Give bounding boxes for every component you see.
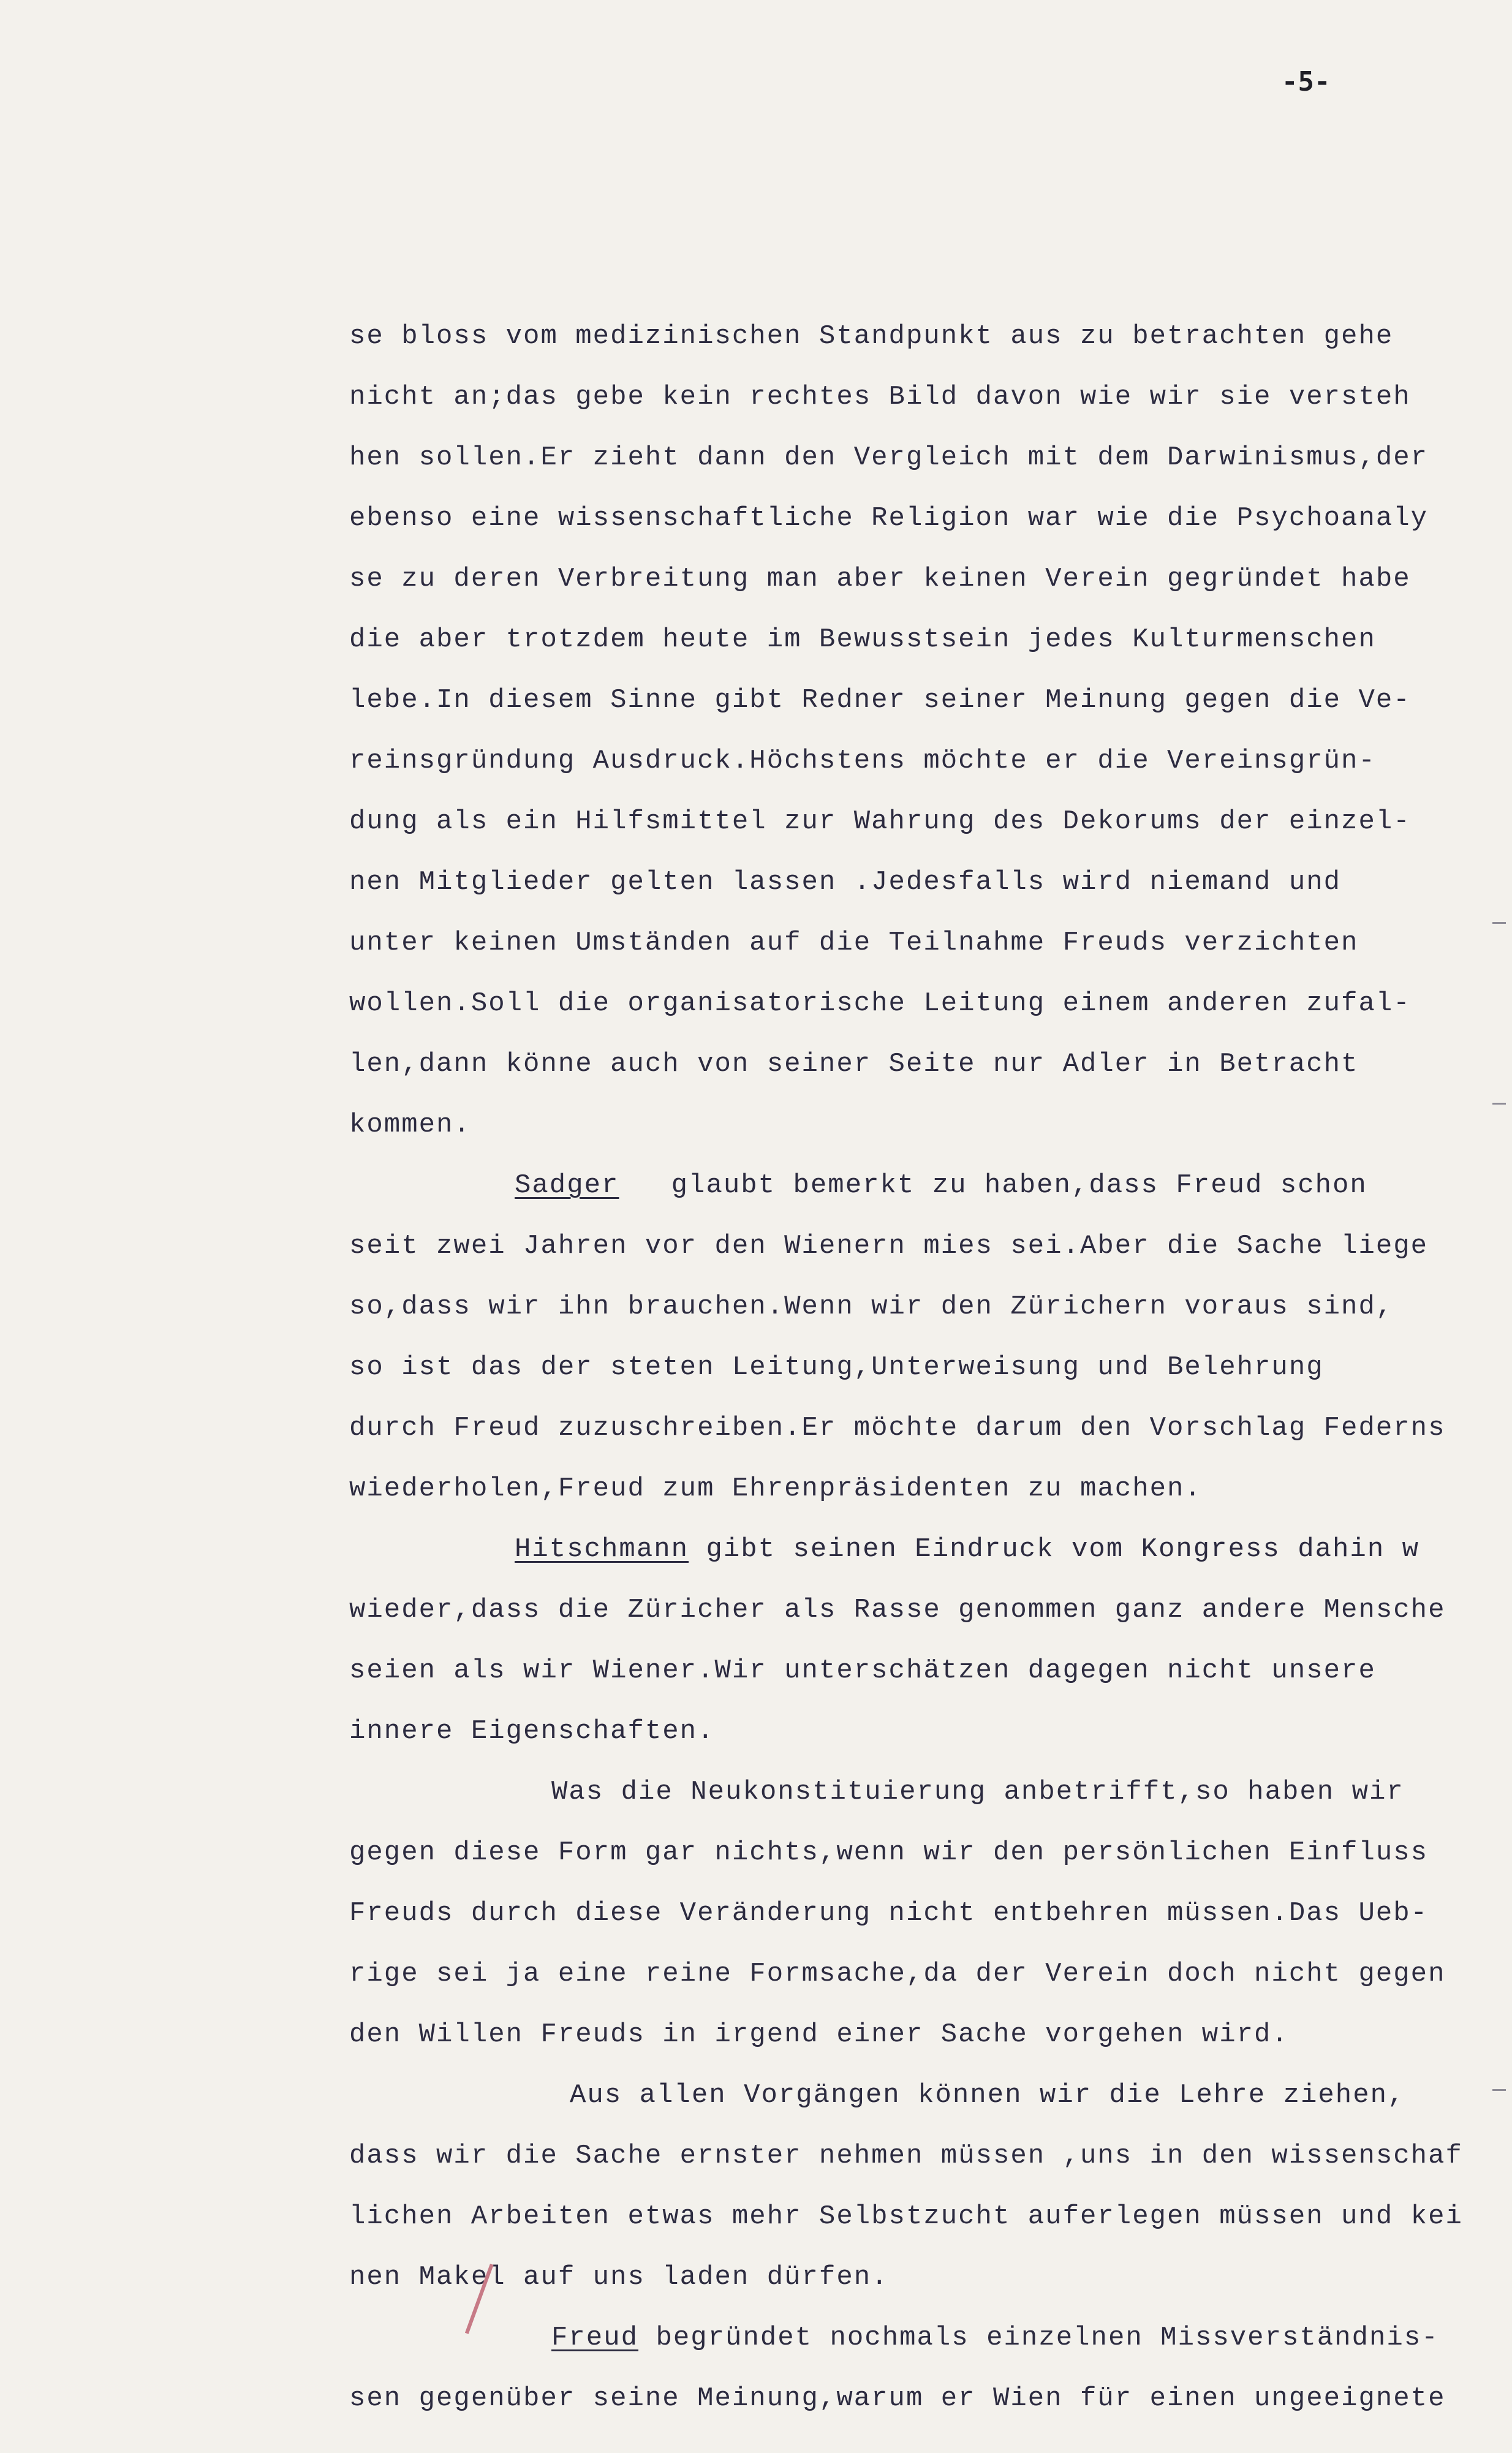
text-fragment: begründet nochmals einzelnen Missverständnis- (656, 2323, 1439, 2353)
text-line: lichen Arbeiten etwas mehr Selbstzucht auferlegen müssen und kei (349, 2201, 1463, 2232)
speaker-name: Freud (551, 2323, 639, 2353)
text-line: dass wir die Sache ernster nehmen müssen ,uns in den wissenschaf (349, 2141, 1463, 2171)
text-line: nicht an;das gebe kein rechtes Bild davon wie wir sie versteh (349, 382, 1411, 412)
text-line: rige sei ja eine reine Formsache,da der Verein doch nicht gegen (349, 1959, 1446, 1989)
text-line: den Willen Freuds in irgend einer Sache vorgehen wird. (349, 2019, 1289, 2050)
text-line: so,dass wir ihn brauchen.Wenn wir den Zürichern voraus sind, (349, 1291, 1394, 1322)
text-line: Aus allen Vorgängen können wir die Lehre ziehen, (570, 2080, 1405, 2111)
text-line: wieder,dass die Züricher als Rasse genommen ganz andere Mensche (349, 1595, 1446, 1625)
speaker-name: Sadger (515, 1170, 619, 1201)
text-line: se bloss vom medizinischen Standpunkt aus zu betrachten gehe (349, 321, 1394, 352)
text-line: sen gegenüber seine Meinung,warum er Wien für einen ungeeignete (349, 2383, 1446, 2414)
text-line: durch Freud zuzuschreiben.Er möchte darum den Vorschlag Federns (349, 1413, 1446, 1443)
text-line (349, 1155, 1507, 1216)
text-line: so ist das der steten Leitung,Unterweisung und Belehrung (349, 1352, 1324, 1383)
text-line: gegen diese Form gar nichts,wenn wir den persönlichen Einfluss (349, 1837, 1429, 1868)
text-line: seien als wir Wiener.Wir unterschätzen dagegen nicht unsere (349, 1655, 1376, 1686)
text-fragment: gibt seinen Eindruck vom Kongress dahin w (706, 1534, 1420, 1565)
text-line: Was die Neukonstituierung anbetrifft,so haben wir (551, 1777, 1404, 1807)
text-line: seit zwei Jahren vor den Wienern mies sei.Aber die Sache liege (349, 1231, 1429, 1261)
text-line (349, 1519, 1507, 1580)
text-line: nen Makel auf uns laden dürfen. (349, 2262, 889, 2292)
text-line: reinsgründung Ausdruck.Höchstens möchte er die Vereinsgrün- (349, 746, 1376, 776)
page-number: -5- (1282, 66, 1331, 97)
text-line: wiederholen,Freud zum Ehrenpräsidenten zu machen. (349, 1473, 1202, 1504)
speaker-name: Hitschmann (515, 1534, 689, 1565)
text-line: ebenso eine wissenschaftliche Religion war wie die Psychoanaly (349, 503, 1429, 534)
text-line: Freuds durch diese Veränderung nicht entbehren müssen.Das Ueb- (349, 1898, 1429, 1929)
text-line: kommen. (349, 1109, 471, 1140)
text-line: die aber trotzdem heute im Bewusstsein jedes Kulturmenschen (349, 624, 1376, 655)
text-line: unter keinen Umständen auf die Teilnahme Freuds verzichten (349, 928, 1359, 958)
text-line: dung als ein Hilfsmittel zur Wahrung des Dekorums der einzel- (349, 806, 1411, 837)
text-line (349, 2308, 1507, 2368)
text-line: se zu deren Verbreitung man aber keinen Verein gegründet habe (349, 564, 1411, 594)
text-line: wollen.Soll die organisatorische Leitung einem anderen zufal- (349, 988, 1411, 1019)
text-line: hen sollen.Er zieht dann den Vergleich mit dem Darwinismus,der (349, 442, 1429, 473)
text-line: nen Mitglieder gelten lassen .Jedesfalls wird niemand und (349, 867, 1342, 898)
document-body (349, 306, 1507, 2429)
text-line: innere Eigenschaften. (349, 1716, 715, 1747)
text-line: len,dann könne auch von seiner Seite nur Adler in Betracht (349, 1049, 1359, 1079)
text-line: lebe.In diesem Sinne gibt Redner seiner Meinung gegen die Ve- (349, 685, 1411, 716)
text-fragment: glaubt bemerkt zu haben,dass Freud schon (671, 1170, 1367, 1201)
